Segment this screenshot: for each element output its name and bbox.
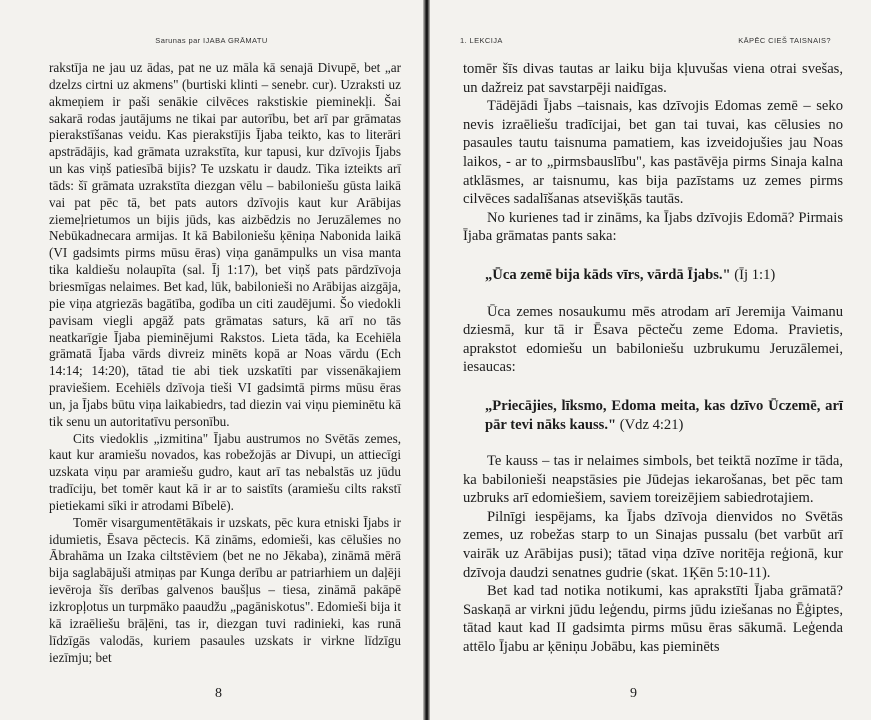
running-header-chapter: 1. LEKCIJA xyxy=(460,36,503,45)
paragraph: Pilnīgi iespējams, ka Ījabs dzīvoja dienvidos no Svētās zemes, uz robežas starp to un Sinajas pussalu (bet varbūt arī vairāk uz Arābijas pusi); tātad viņa dzīve noritēja reģionā, kur dzīvoja daudzi senatnes gudrie (skat. 1Ķēn 5:10-11). xyxy=(463,508,843,581)
paragraph: Tādējādi Ījabs –taisnais, kas dzīvojis Edomas zemē – seko nevis izraēliešu tradīcijai, bet gan tai tuvai, kas cēlusies no pasaules tautu taisnuma pamatiem, kas izveidojušies jau Noas laikos, - ar to „pirmsbauslību", kas pastāvēja pirms Sinaja kalna atklāsmes, ar taisnumu, kas bija pazīstams uz zemes pirms cilvēces sadalīšanas atsevišķās tautās. xyxy=(463,98,843,208)
paragraph: Ūca zemes nosaukumu mēs atrodam arī Jeremija Vaimanu dziesmā, kur tā ir Ēsava pēcteču zeme Edoma. Pravietis, aprakstot edomiešu un babiloniešu uzbrukumu Jeruzālemei, iesaucas: xyxy=(463,303,843,376)
page-number-left: 8 xyxy=(215,686,222,701)
left-page-text xyxy=(49,60,401,666)
paragraph: Tomēr visargumentētākais ir uzskats, pēc kura etniski Ījabs ir idumietis, Ēsava pēctecis. Kā zināms, edomieši, kas cēlušies no Ābrahāma un Izaka ciltstēviem (bet ne no Jēkaba), zināmā mērā bija saglabājuši atmiņas par Kunga derību ar patriarhiem un daļēji ievēroja šīs derības galvenos baušļus – tiesa, zināmā pakāpē izkropļotus un turpmāko paaudžu „pagāniskotus". Edomieši bija it kā izraēliešu brāļēni, tas ir, diezgan tuvi radinieki, kas runā līdzīgās valodās, kuriem pasaules uzskats ir virkne līdzīgu iezīmju; bet xyxy=(49,514,401,665)
quote-reference: (Vdz 4:21) xyxy=(616,416,684,433)
quote-reference: (Īj 1:1) xyxy=(730,266,776,283)
quote-text: „Priecājies, līksmo, Edoma meita, kas dzīvo Ūczemē, arī pār tevi nāks kauss." xyxy=(485,397,843,433)
page-number-right: 9 xyxy=(630,686,637,701)
left-page xyxy=(0,0,423,720)
paragraph: Te kauss – tas ir nelaimes simbols, bet teiktā nozīme ir tāda, ka babilonieši neapstāsies pie Jūdejas iekarošanas, bet pēc tam uzbruks arī edomiešiem, saviem toreizējiem sabiedrotajiem. xyxy=(463,453,843,507)
quote-text: „Ūca zemē bija kāds vīrs, vārdā Ījabs." xyxy=(485,266,731,283)
book-gutter xyxy=(423,0,430,720)
scripture-quote xyxy=(463,397,843,434)
paragraph: Cits viedoklis „izmitina" Ījabu austrumos no Svētās zemes, kaut kur aramiešu novados, kas robežojās ar Divupi, un attiecīgi uzskata viņu par aramiešu gudro, kaut arī tas nebalstās uz jūdu tradīciju, bet tomēr kaut kā ir ar to saistīts (aramiešu cilts rakstī pietiekami sīki ir atrodami Bībelē). xyxy=(49,430,401,513)
scripture-quote xyxy=(463,266,843,285)
paragraph: tomēr šīs divas tautas ar laiku bija kļuvušas viena otrai svešas, un dažreiz pat savstarpēji naidīgas. xyxy=(463,61,843,96)
running-header-title: KĀPĒC CIEŠ TAISNAIS? xyxy=(738,36,831,45)
running-header-left: Sarunas par IJABA GRĀMATU xyxy=(155,36,268,45)
paragraph: Bet kad tad notika notikumi, kas aprakstīti Ījaba grāmatā? Saskaņā ar virkni jūdu leģendu, pirms jūdu iziešanas no Ēģiptes, tātad kaut kad II gadsimta pirms mūsu ēras sākumā. Leģenda attēlo Ījabu ar ķēniņu Jobābu, kas pieminēts xyxy=(463,583,843,656)
right-page xyxy=(430,0,871,720)
paragraph: rakstīja ne jau uz ādas, pat ne uz māla kā senajā Divupē, bet „ar dzelzs cirtni uz akmens" (burtiski klinti – senebr. cur). Uzraksti uz akmeņiem ir paši senākie cilvēces rakstiskie pieminekļi. Šai sakarā rodas jautājums ne tikai par autorību, bet arī par grāmatas pierakstīšanas veidu. Kas pierakstījis Ījaba teikto, kas to literāri apstrādājis, kad grāmata uzrakstīta, kur tapusi, kur dzīvojis Ījabs un kas viņš patiesībā bijis? Te uzskatu ir daudz. Tika izteikts arī tāds: šī grāmata uzrakstīta diezgan vēlu – babiloniešu gūsta laikā vai pat pēc tā, bet pats autors dzīvojis kaut kur Arābijas ziemeļrietumos un bijis jūds, kas aizbēdzis no Jeruzālemes no Nebūkadnecara armijas. It kā Babiloniešu ķēniņa Nabonida laikā (VI gadsimts pirms mūsu ēras) viņa ganāmpulks un visa manta tika kaldiešu nolaupīta (sal. Īj 1:17), bet viņš pats pārdzīvoja briesmīgas nelaimes. Bet kad, lūk, babilonieši no Arābijas aizgāja, pie viņa atgriezās bagātība, godība un citi zaudējumi. Šo viedokli pavisam viegli apgāž pats grāmatas saturs, kā arī no tās neatkarīgie Ījaba pieminējumi Rakstos. Lieta tāda, ka Ecehiēla grāmatā Ījaba vārds divreiz minēts kopā ar Noas vārdu (Ech 14:14; 14:20), tātad tie abi tiek uzskatīti par vissenākajiem praviešiem. Ecehiēls dzīvoja tieši VI gadsimtā pirms mūsu ēras un, ja Ījabs būtu viņa laikabiedrs, tad diezin vai viņu pieminētu kā tik senu un autoritatīvu personību. xyxy=(49,60,401,429)
right-page-text xyxy=(463,60,843,657)
paragraph: No kurienes tad ir zināms, ka Ījabs dzīvojis Edomā? Pirmais Ījaba grāmatas pants saka: xyxy=(463,209,843,245)
